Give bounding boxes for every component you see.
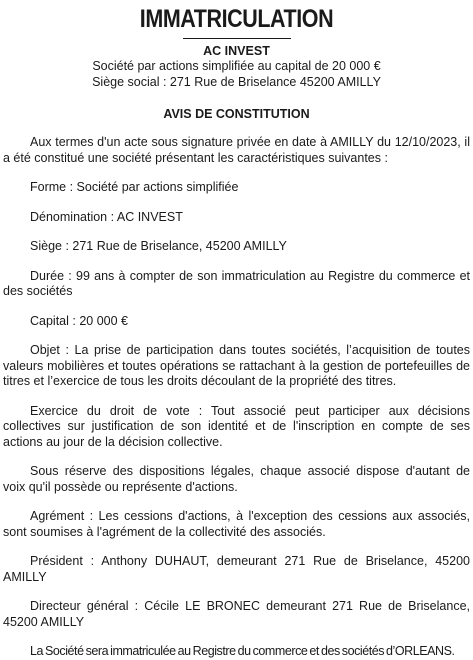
paragraph-denomination: Dénomination : AC INVEST	[30, 209, 183, 224]
paragraph-immatriculation: La Société sera immatriculée au Registre du commerce et des sociétés d’ORLEANS.	[30, 644, 455, 658]
paragraph-duree: Durée : 99 ans à compter de son immatriculation au Registre du commerce et des sociétés	[3, 268, 470, 298]
header-title: IMMATRICULATION	[139, 5, 334, 33]
paragraph-president: Président : Anthony DUHAUT, demeurant 271 Rue de Briselance, 45200 AMILLY	[3, 554, 470, 584]
paragraph-capital: Capital : 20 000 €	[30, 313, 128, 328]
paragraph-objet: Objet : La prise de participation dans toutes sociétés, l’acquisition de toutes valeurs mobilières et toutes opérations se rattachant à la gestion de portefeuilles de titres et l’exercice de tous les droits découlant de la propriété des titres.	[3, 343, 470, 388]
paragraph-preamble: Aux termes d'un acte sous signature privée en date à AMILLY du 12/10/2023, il a été constitué une société présentant les caractéristiques suivantes :	[3, 135, 470, 165]
company-address-line: Siège social : 271 Rue de Briselance 45200 AMILLY	[92, 74, 381, 89]
company-capital-line: Société par actions simplifiée au capital de 20 000 €	[92, 59, 381, 73]
paragraph-forme: Forme : Société par actions simplifiée	[30, 180, 239, 194]
paragraph-agrement: Agrément : Les cessions d'actions, à l'exception des cessions aux associés, sont soumises à l'agrément de la collectivité des associés.	[3, 509, 470, 539]
legal-notice	[0, 4, 473, 658]
header-divider	[183, 38, 291, 39]
paragraph-droit-de-vote: Exercice du droit de vote : Tout associé peut participer aux décisions collectives sur justification de son identité et de l'inscription en compte de ses actions au jour de la décision collective.	[3, 403, 470, 449]
company-name: AC INVEST	[203, 44, 270, 58]
paragraph-siege: Siège : 271 Rue de Briselance, 45200 AMILLY	[30, 239, 287, 253]
paragraph-voix: Sous réserve des dispositions légales, chaque associé dispose d'autant de voix qu'il possède ou représente d'actions.	[3, 464, 470, 494]
paragraph-directeur-general: Directeur général : Cécile LE BRONEC demeurant 271 Rue de Briselance, 45200 AMILLY	[3, 599, 470, 629]
section-title: AVIS DE CONSTITUTION	[163, 107, 310, 121]
